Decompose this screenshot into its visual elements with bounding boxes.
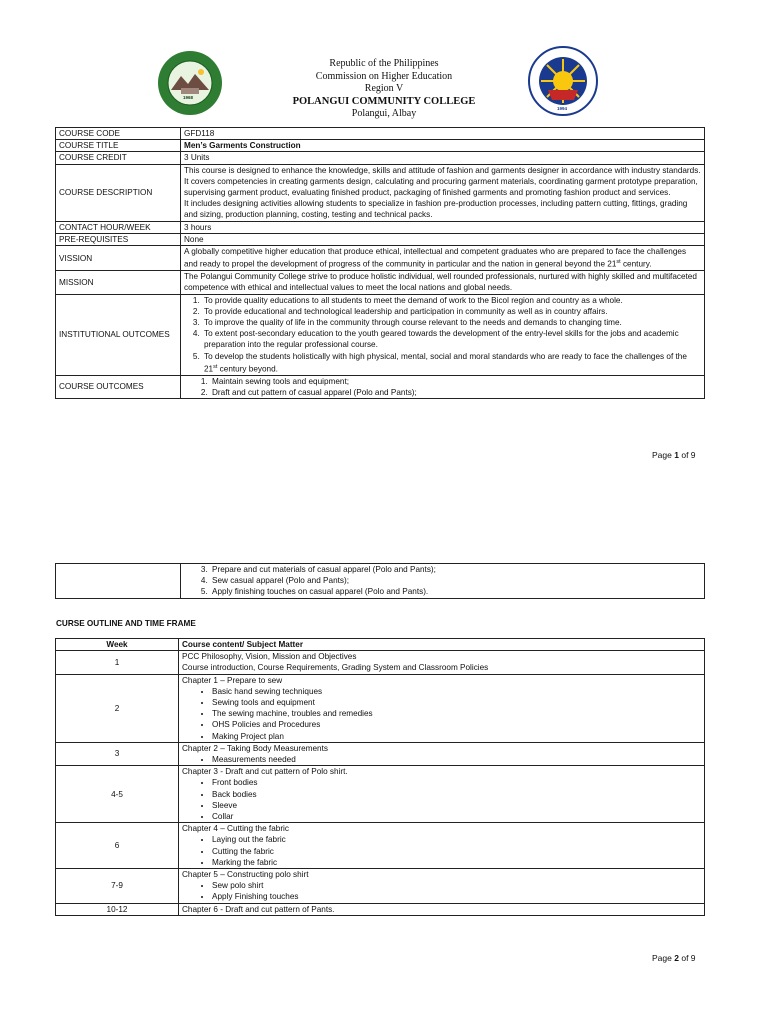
course-credit-label: COURSE CREDIT [56,152,181,164]
table-row [56,140,705,152]
document-header [270,58,498,121]
course-description-value [181,164,705,221]
vision-value: A globally competitive higher education that produce ethical, intellectual and competent graduates who are prepared to face the challenges and ready to propel the development of progress of the community in particular and the nation in general beyond the 21st century. [181,246,705,271]
header-line-3: Region V [364,83,404,94]
table-row [56,221,705,233]
list-item: • Apply Finishing touches [212,891,701,902]
course-description-label: COURSE DESCRIPTION [56,164,181,221]
week-cell: 6 [56,823,179,869]
week-cell: 2 [56,674,179,742]
list-item: 4. To extent post-secondary education to the youth geared towards the development of the entry-level skills for the jobs and academic preparation into the regular professional course. [202,328,701,350]
mission-value: The Polangui Community College strive to produce holistic individual, well rounded professionals, nurtured with highly skilled and multifaceted competence with ethical and intellectual values to meet the local nations and global needs. [181,271,705,294]
course-code-value: GFD118 [181,128,705,140]
course-credit-value: 3 Units [181,152,705,164]
college-seal-logo: 1968 [157,50,223,116]
week-cell: 10-12 [56,903,179,915]
list-item: • Basic hand sewing techniques [212,686,701,697]
institutional-outcomes-value [181,294,705,375]
week-cell: 3 [56,742,179,765]
contact-hour-label: CONTACT HOUR/WEEK [56,221,181,233]
table-row: 3 Chapter 2 – Taking Body Measurements • Measurements needed [56,742,705,765]
table-row [56,128,705,140]
list-item: • The sewing machine, troubles and remedies [212,708,701,719]
table-row: 10-12 Chapter 6 - Draft and cut pattern of Pants. [56,903,705,915]
table-row [56,164,705,221]
list-item: 5. To develop the students holistically with high physical, mental, social and moral standards who are ready to face the challenges of the 21st century beyond. [202,351,701,375]
table-row [56,271,705,294]
college-name: POLANGUI COMMUNITY COLLEGE [292,95,476,107]
week-cell: 7-9 [56,869,179,904]
table-header-row [56,639,705,651]
list-item: • Marking the fabric [212,857,701,868]
mission-label: MISSION [56,271,181,294]
table-row [56,294,705,375]
table-row: 2 Chapter 1 – Prepare to sew • Basic hand sewing techniques • Sewing tools and equipment • The sewing machine, troubles and remedies • OHS Policies and Procedures • Making Project plan [56,674,705,742]
table-row: 4-5 Chapter 3 - Draft and cut pattern of Polo shirt. • Front bodies • Back bodies • Sleeve • Collar [56,766,705,823]
list-item: • Collar [212,811,701,822]
list-item: • OHS Policies and Procedures [212,719,701,730]
list-item: 3. Prepare and cut materials of casual apparel (Polo and Pants); [210,564,701,575]
header-line-2: Commission on Higher Education [315,70,453,82]
list-item: 2. To provide educational and technological leadership and participation in community as well as in country affairs. [202,306,701,317]
week-cell: 1 [56,651,179,674]
table-row [56,564,705,599]
list-item: • Sewing tools and equipment [212,697,701,708]
course-code-label: COURSE CODE [56,128,181,140]
contact-hour-value: 3 hours [181,221,705,233]
institutional-outcomes-label: INSTITUTIONAL OUTCOMES [56,294,181,375]
list-item: • Laying out the fabric [212,834,701,845]
prerequisites-value: None [181,233,705,245]
table-row: 1 PCC Philosophy, Vision, Mission and Objectives Course introduction, Course Requirements, Grading System and Classroom Policies [56,651,705,674]
prerequisites-label: PRE-REQUISITES [56,233,181,245]
week-column-header: Week [56,639,179,651]
course-title-label: COURSE TITLE [56,140,181,152]
list-item: 3. To improve the quality of life in the community through course relevant to the needs and demands to changing time. [202,317,701,328]
course-outcomes-value [181,375,705,398]
week-cell: 4-5 [56,766,179,823]
list-item: • Sew polo shirt [212,880,701,891]
table-row [56,246,705,271]
description-paragraph-1: This course is designed to enhance the knowledge, skills and attitude of fashion and garments designer in accordance with industry standards. It covers competencies in creating garments design, calculating and procuring garment materials, coordinating garment prototype preparation, supervising garment product, evaluating finished product, packaging of finished garments and promoting fashion product and services. [184,165,701,198]
list-item: • Making Project plan [212,731,701,742]
list-item: • Front bodies [212,777,701,788]
list-item: • Measurements needed [212,754,701,765]
header-line-1: Republic of the Philippines [329,58,439,69]
course-info-table [55,127,705,399]
list-item: • Cutting the fabric [212,846,701,857]
table-row [56,152,705,164]
course-outcomes-label: COURSE OUTCOMES [56,375,181,398]
course-outline-table [55,638,705,916]
table-row: 7-9 Chapter 5 – Constructing polo shirt • Sew polo shirt • Apply Finishing touches [56,869,705,904]
college-location: Polangui, Albay [351,108,417,119]
list-item: • Back bodies [212,789,701,800]
ched-seal-logo: 1994 [528,46,598,116]
course-outcomes-continued-table [55,563,705,599]
page-number-1: Page 1 of 9 [652,450,696,460]
outline-section-title: CURSE OUTLINE AND TIME FRAME [56,619,196,628]
description-paragraph-2: It includes designing activities allowing students to specialize in fashion pre-production processes, including pattern cutting, fittings, grading and sizing, production planning, costing, testing and technical packs. [184,199,688,220]
table-row: 6 Chapter 4 – Cutting the fabric • Laying out the fabric • Cutting the fabric • Marking the fabric [56,823,705,869]
list-item: 5. Apply finishing touches on casual apparel (Polo and Pants). [210,586,701,597]
vision-label: VISSION [56,246,181,271]
list-item: 1. Maintain sewing tools and equipment; [210,376,701,387]
table-row [56,233,705,245]
list-item: • Sleeve [212,800,701,811]
table-row [56,375,705,398]
list-item: 4. Sew casual apparel (Polo and Pants); [210,575,701,586]
course-title-value: Men’s Garments Construction [181,140,705,152]
list-item: 2. Draft and cut pattern of casual apparel (Polo and Pants); [210,387,701,398]
list-item: 1. To provide quality educations to all students to meet the demand of work to the Bicol region and country as a whole. [202,295,701,306]
content-column-header: Course content/ Subject Matter [179,639,705,651]
page-number-2: Page 2 of 9 [652,953,696,963]
